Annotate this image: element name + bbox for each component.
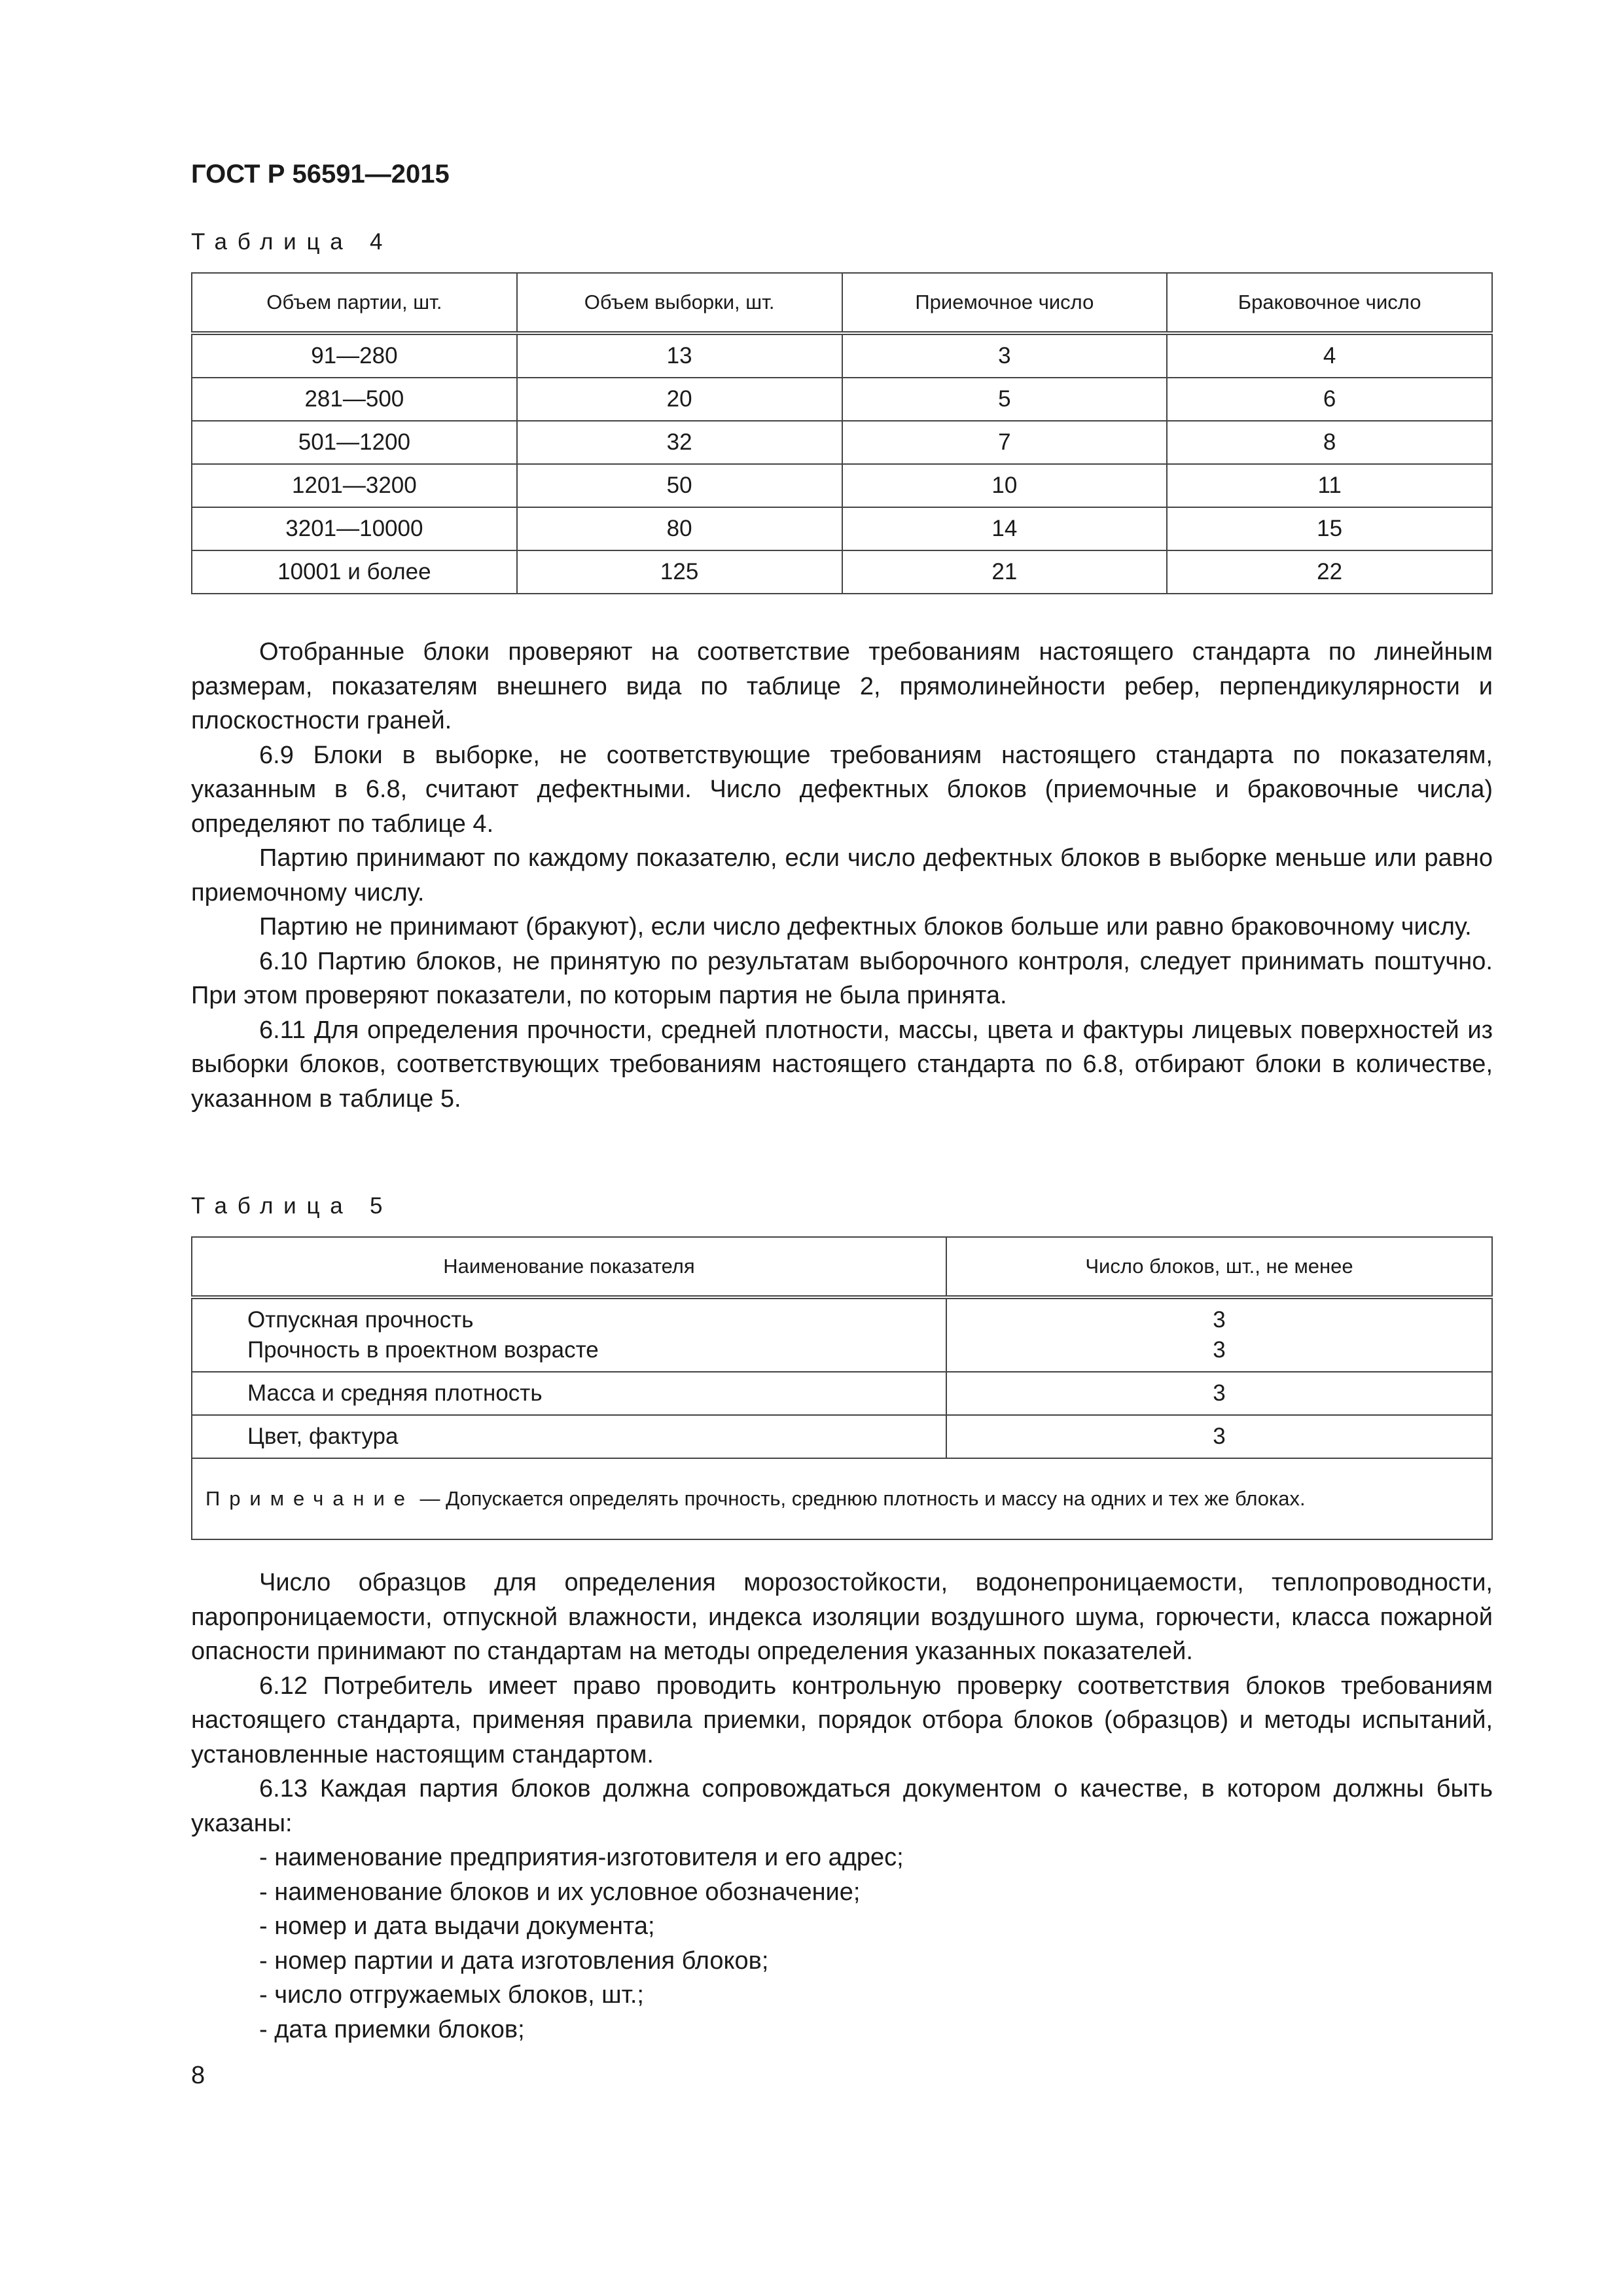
table-row xyxy=(192,464,1492,507)
table4-caption: Таблица 4 xyxy=(191,229,393,255)
table-cell: 32 xyxy=(517,421,842,464)
paragraph: 6.11 Для определения прочности, средней плотности, массы, цвета и фактуры лицевых поверхностей из выборки блоков, соответствующих требованиям настоящего стандарта по 6.8, отбирают блоки в количестве, указанном в таблице 5. xyxy=(191,1016,1493,1113)
paragraph: Отобранные блоки проверяют на соответствие требованиям настоящего стандарта по линейным размерам, показателям внешнего вида по таблице 2, прямолинейности ребер, перпендикулярности и плоскостности граней. xyxy=(191,638,1493,734)
table-row xyxy=(192,550,1492,594)
table-row xyxy=(192,1415,1492,1458)
page-number: 8 xyxy=(191,2062,205,2089)
table5 xyxy=(191,1236,1493,1540)
indicator-name: Отпускная прочность xyxy=(247,1307,474,1333)
table4-header-cell: Браковочное число xyxy=(1167,273,1492,333)
table-cell: 5 xyxy=(842,378,1168,421)
table-cell: 91—280 xyxy=(192,333,517,378)
paragraph: Число образцов для определения морозостойкости, водонепроницаемости, теплопроводности, паропроницаемости, отпускной влажности, индекса изоляции воздушного шума, горючести, класса пожарной опасности принимают по стандартам на методы определения указанных показателей. xyxy=(191,1569,1493,1665)
table5-header-cell: Наименование показателя xyxy=(192,1237,946,1297)
table5-header-cell: Число блоков, шт., не менее xyxy=(946,1237,1492,1297)
paragraph: Партию не принимают (бракуют), если число дефектных блоков больше или равно браковочному числу. xyxy=(259,913,1472,941)
table-cell: 15 xyxy=(1167,507,1492,550)
table-row xyxy=(192,378,1492,421)
list-item: - номер и дата выдачи документа; xyxy=(259,1912,655,1940)
table-cell: 501—1200 xyxy=(192,421,517,464)
table-cell: 50 xyxy=(517,464,842,507)
table-cell: 8 xyxy=(1167,421,1492,464)
table-cell: 14 xyxy=(842,507,1168,550)
table-row xyxy=(192,507,1492,550)
table-cell: 10 xyxy=(842,464,1168,507)
table-cell: 1201—3200 xyxy=(192,464,517,507)
table5-note xyxy=(192,1458,1492,1539)
table4-header-cell: Объем выборки, шт. xyxy=(517,273,842,333)
list-item: - число отгружаемых блоков, шт.; xyxy=(259,1981,644,2009)
indicator-name: Масса и средняя плотность xyxy=(192,1372,946,1415)
indicator-name: Прочность в проектном возрасте xyxy=(247,1337,599,1363)
table-cell: 6 xyxy=(1167,378,1492,421)
list-item: - дата приемки блоков; xyxy=(259,2015,525,2043)
table-cell: 20 xyxy=(517,378,842,421)
list-item: - наименование предприятия-изготовителя и его адрес; xyxy=(259,1844,904,1871)
paragraph: Партию принимают по каждому показателю, если число дефектных блоков в выборке меньше или равно приемочному числу. xyxy=(191,844,1493,906)
paragraph: 6.13 Каждая партия блоков должна сопровождаться документом о качестве, в котором должны быть указаны: xyxy=(191,1775,1493,1837)
indicator-name-cell xyxy=(192,1297,946,1372)
note-text: — Допускается определять прочность, среднюю плотность и массу на одних и тех же блоках. xyxy=(414,1487,1306,1510)
text-block-a xyxy=(191,635,1493,1116)
note-label: Примечание xyxy=(205,1487,414,1510)
table-cell: 7 xyxy=(842,421,1168,464)
table4 xyxy=(191,272,1493,594)
paragraph: 6.9 Блоки в выборке, не соответствующие требованиям настоящего стандарта по показателям, указанным в 6.8, считают дефектными. Число дефектных блоков (приемочные и браковочные числа) определяют по таблице 4. xyxy=(191,741,1493,838)
table-row xyxy=(192,1297,1492,1372)
table4-header-cell: Приемочное число xyxy=(842,273,1168,333)
table-row xyxy=(192,421,1492,464)
table-cell: 3201—10000 xyxy=(192,507,517,550)
block-count-cell xyxy=(946,1297,1492,1372)
table-cell: 3 xyxy=(842,333,1168,378)
text-block-b xyxy=(191,1566,1493,2047)
table5-caption: Таблица 5 xyxy=(191,1193,393,1219)
table-row xyxy=(192,1372,1492,1415)
table4-header-cell: Объем партии, шт. xyxy=(192,273,517,333)
table-cell: 21 xyxy=(842,550,1168,594)
block-count: 3 xyxy=(946,1372,1492,1415)
table-cell: 80 xyxy=(517,507,842,550)
table5-note-row xyxy=(192,1458,1492,1539)
table-cell: 125 xyxy=(517,550,842,594)
block-count: 3 xyxy=(946,1415,1492,1458)
table-cell: 10001 и более xyxy=(192,550,517,594)
table4-header-row xyxy=(192,273,1492,333)
block-count: 3 xyxy=(1213,1307,1226,1333)
table-cell: 13 xyxy=(517,333,842,378)
table-cell: 11 xyxy=(1167,464,1492,507)
list-item: - номер партии и дата изготовления блоков; xyxy=(259,1946,769,1975)
list-item: - наименование блоков и их условное обозначение; xyxy=(259,1878,861,1906)
table-cell: 281—500 xyxy=(192,378,517,421)
indicator-name: Цвет, фактура xyxy=(192,1415,946,1458)
table-cell: 22 xyxy=(1167,550,1492,594)
table-row xyxy=(192,333,1492,378)
block-count: 3 xyxy=(1213,1337,1226,1363)
document-code: ГОСТ Р 56591—2015 xyxy=(191,160,450,188)
table-cell: 4 xyxy=(1167,333,1492,378)
paragraph: 6.12 Потребитель имеет право проводить контрольную проверку соответствия блоков требованиям настоящего стандарта, применяя правила приемки, порядок отбора блоков (образцов) и методы испытаний, установленные настоящим стандартом. xyxy=(191,1672,1493,1768)
table5-header-row xyxy=(192,1237,1492,1297)
paragraph: 6.10 Партию блоков, не принятую по результатам выборочного контроля, следует принимать поштучно. При этом проверяют показатели, по которым партия не была принята. xyxy=(191,947,1493,1009)
